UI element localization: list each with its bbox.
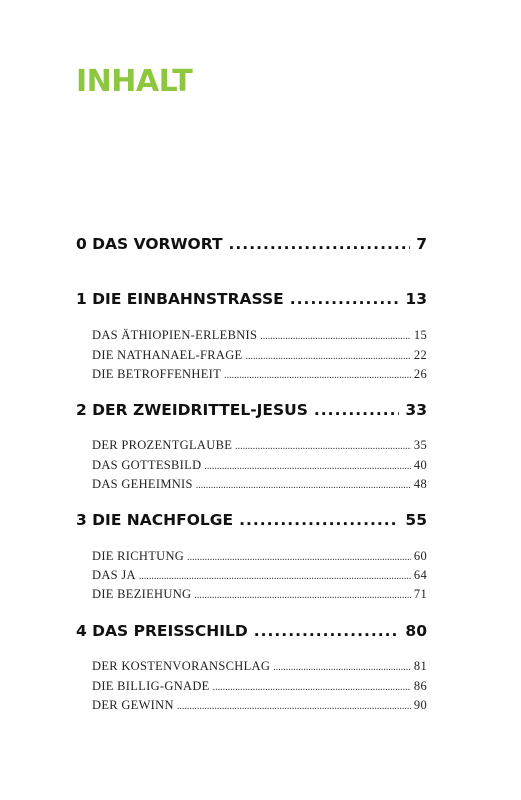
section-label: DIE BEZIEHUNG: [92, 587, 192, 601]
section-page-number: 60: [413, 549, 427, 563]
dot-leader: [239, 511, 399, 529]
dot-leader: [224, 370, 411, 381]
section-label: DIE NATHANAEL-FRAGE: [92, 348, 243, 362]
dot-leader: [235, 441, 411, 452]
chapter-label: 0 DAS VORWORT: [76, 235, 223, 253]
toc-section: [92, 659, 427, 674]
section-page-number: 15: [413, 328, 427, 342]
section-page-number: 90: [413, 698, 427, 712]
section-page-number: 40: [413, 458, 427, 472]
chapter-label: 1 DIE EINBAHNSTRASSE: [76, 290, 284, 308]
dot-leader: [139, 571, 411, 582]
toc-chapter-1: [76, 290, 427, 308]
chapter-label: 4 DAS PREISSCHILD: [76, 622, 248, 640]
chapter-page-number: 33: [405, 401, 427, 419]
chapter-page-number: 55: [405, 511, 427, 529]
toc-section: [92, 549, 427, 564]
toc-chapter-4: [76, 622, 427, 640]
toc-section: [92, 477, 427, 492]
dot-leader: [213, 682, 411, 693]
dot-leader: [196, 480, 411, 491]
section-page-number: 35: [413, 438, 427, 452]
dot-leader: [187, 552, 411, 563]
chapter-label: 3 DIE NACHFOLGE: [76, 511, 234, 529]
dot-leader: [254, 622, 400, 640]
toc-section: [92, 458, 427, 473]
section-page-number: 86: [413, 679, 427, 693]
dot-leader: [260, 331, 411, 342]
toc-chapter-2: [76, 401, 427, 419]
toc-section: [92, 679, 427, 694]
toc-chapter-0: [76, 235, 427, 253]
toc-section: [92, 568, 427, 583]
section-label: DAS JA: [92, 568, 136, 582]
dot-leader: [314, 401, 400, 419]
chapter-label: 2 DER ZWEIDRITTEL-JESUS: [76, 401, 308, 419]
section-label: DER GEWINN: [92, 698, 174, 712]
toc-section: [92, 587, 427, 602]
section-page-number: 22: [413, 348, 427, 362]
section-label: DIE RICHTUNG: [92, 549, 185, 563]
chapter-page-number: 80: [405, 622, 427, 640]
page-title: INHALT: [76, 64, 193, 99]
chapter-page-number: 7: [416, 235, 427, 253]
section-label: DER KOSTENVORANSCHLAG: [92, 659, 271, 673]
section-label: DAS GOTTESBILD: [92, 458, 202, 472]
toc-section: [92, 367, 427, 382]
dot-leader: [177, 701, 411, 712]
dot-leader: [290, 290, 400, 308]
section-label: DAS ÄTHIOPIEN-ERLEBNIS: [92, 328, 258, 342]
dot-leader: [273, 662, 411, 673]
section-label: DAS GEHEIMNIS: [92, 477, 193, 491]
dot-leader: [245, 351, 410, 362]
toc-section: [92, 328, 427, 343]
dot-leader: [194, 590, 411, 601]
section-label: DIE BILLIG-GNADE: [92, 679, 210, 693]
section-page-number: 26: [413, 367, 427, 381]
section-page-number: 71: [413, 587, 427, 601]
dot-leader: [229, 235, 411, 253]
dot-leader: [204, 461, 410, 472]
section-page-number: 64: [413, 568, 427, 582]
chapter-page-number: 13: [405, 290, 427, 308]
toc-section: [92, 698, 427, 713]
section-label: DER PROZENTGLAUBE: [92, 438, 233, 452]
section-label: DIE BETROFFENHEIT: [92, 367, 222, 381]
section-page-number: 48: [413, 477, 427, 491]
toc-chapter-3: [76, 511, 427, 529]
toc-section: [92, 348, 427, 363]
section-page-number: 81: [413, 659, 427, 673]
toc-section: [92, 438, 427, 453]
